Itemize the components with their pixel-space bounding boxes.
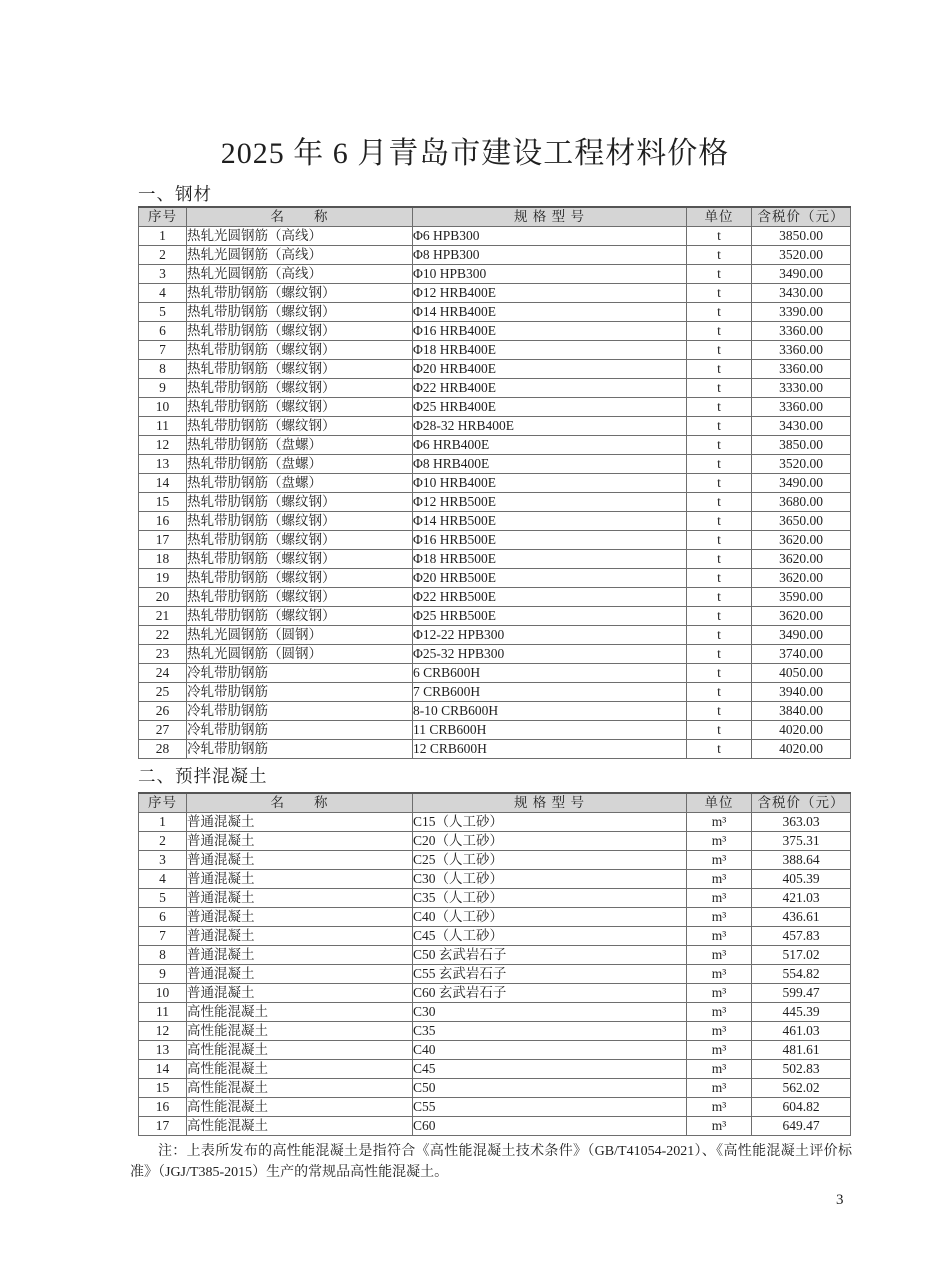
cell-unit: t	[687, 664, 752, 683]
cell-price: 3360.00	[752, 341, 851, 360]
cell-price: 3620.00	[752, 531, 851, 550]
cell-spec: Φ18 HRB500E	[413, 550, 687, 569]
cell-unit: m³	[687, 1003, 752, 1022]
cell-name: 冷轧带肋钢筋	[187, 664, 413, 683]
cell-price: 3390.00	[752, 303, 851, 322]
cell-spec: Φ22 HRB400E	[413, 379, 687, 398]
cell-spec: C50 玄武岩石子	[413, 946, 687, 965]
cell-no: 2	[139, 832, 187, 851]
cell-no: 12	[139, 436, 187, 455]
cell-price: 4020.00	[752, 721, 851, 740]
table-row	[139, 322, 851, 341]
cell-price: 481.61	[752, 1041, 851, 1060]
cell-price: 461.03	[752, 1022, 851, 1041]
cell-unit: m³	[687, 1117, 752, 1136]
cell-name: 冷轧带肋钢筋	[187, 683, 413, 702]
cell-name: 热轧带肋钢筋（螺纹钢）	[187, 341, 413, 360]
cell-no: 5	[139, 889, 187, 908]
cell-spec: Φ10 HPB300	[413, 265, 687, 284]
cell-no: 28	[139, 740, 187, 759]
table-row	[139, 417, 851, 436]
cell-spec: Φ25-32 HPB300	[413, 645, 687, 664]
cell-no: 3	[139, 851, 187, 870]
cell-price: 3680.00	[752, 493, 851, 512]
cell-no: 10	[139, 984, 187, 1003]
cell-name: 热轧带肋钢筋（螺纹钢）	[187, 531, 413, 550]
cell-unit: t	[687, 683, 752, 702]
cell-no: 23	[139, 645, 187, 664]
cell-spec: C60	[413, 1117, 687, 1136]
cell-price: 3520.00	[752, 455, 851, 474]
cell-no: 10	[139, 398, 187, 417]
cell-price: 554.82	[752, 965, 851, 984]
table-row	[139, 569, 851, 588]
table-row	[139, 265, 851, 284]
cell-spec: Φ20 HRB400E	[413, 360, 687, 379]
cell-no: 6	[139, 322, 187, 341]
table-row	[139, 455, 851, 474]
cell-unit: m³	[687, 832, 752, 851]
page-title: 2025 年 6 月青岛市建设工程材料价格	[220, 137, 730, 170]
cell-spec: 11 CRB600H	[413, 721, 687, 740]
cell-spec: Φ25 HRB400E	[413, 398, 687, 417]
table-row	[139, 607, 851, 626]
cell-name: 高性能混凝土	[187, 1003, 413, 1022]
cell-unit: t	[687, 588, 752, 607]
cell-unit: m³	[687, 965, 752, 984]
cell-price: 517.02	[752, 946, 851, 965]
cell-price: 3940.00	[752, 683, 851, 702]
cell-unit: m³	[687, 813, 752, 832]
cell-name: 普通混凝土	[187, 908, 413, 927]
col-header-unit: 单位	[687, 793, 752, 813]
cell-spec: 12 CRB600H	[413, 740, 687, 759]
cell-unit: t	[687, 436, 752, 455]
cell-name: 热轧带肋钢筋（盘螺）	[187, 455, 413, 474]
table-row	[139, 1060, 851, 1079]
table-row	[139, 588, 851, 607]
cell-spec: Φ12 HRB500E	[413, 493, 687, 512]
cell-no: 25	[139, 683, 187, 702]
cell-name: 热轧带肋钢筋（螺纹钢）	[187, 303, 413, 322]
concrete-price-table	[138, 792, 851, 1136]
cell-unit: m³	[687, 908, 752, 927]
cell-price: 363.03	[752, 813, 851, 832]
cell-price: 3590.00	[752, 588, 851, 607]
cell-unit: t	[687, 493, 752, 512]
cell-spec: C45（人工砂）	[413, 927, 687, 946]
cell-name: 热轧带肋钢筋（螺纹钢）	[187, 417, 413, 436]
col-header-unit: 单位	[687, 207, 752, 227]
cell-price: 3330.00	[752, 379, 851, 398]
table-row	[139, 531, 851, 550]
table-row	[139, 227, 851, 246]
concrete-table-body	[139, 813, 851, 1136]
col-header-spec: 规 格 型 号	[413, 207, 687, 227]
cell-price: 445.39	[752, 1003, 851, 1022]
cell-no: 8	[139, 946, 187, 965]
cell-no: 26	[139, 702, 187, 721]
cell-no: 4	[139, 870, 187, 889]
cell-spec: C15（人工砂）	[413, 813, 687, 832]
cell-name: 热轧带肋钢筋（盘螺）	[187, 436, 413, 455]
cell-name: 热轧带肋钢筋（螺纹钢）	[187, 569, 413, 588]
header-row	[139, 207, 851, 227]
cell-spec: 7 CRB600H	[413, 683, 687, 702]
cell-spec: C55	[413, 1098, 687, 1117]
table-row	[139, 813, 851, 832]
cell-price: 3360.00	[752, 398, 851, 417]
cell-name: 热轧光圆钢筋（圆钢）	[187, 626, 413, 645]
cell-unit: t	[687, 227, 752, 246]
table-row	[139, 1117, 851, 1136]
col-header-no: 序号	[139, 207, 187, 227]
cell-unit: t	[687, 474, 752, 493]
footnote: 注：上表所发布的高性能混凝土是指符合《高性能混凝土技术条件》（GB/T41054-2021）、《高性能混凝土评价标准》（JGJ/T385-2015）生产的常规品高性能混凝土。	[130, 1144, 852, 1180]
cell-price: 3620.00	[752, 569, 851, 588]
page-number: 3	[836, 1192, 844, 1208]
cell-no: 16	[139, 1098, 187, 1117]
cell-no: 4	[139, 284, 187, 303]
cell-price: 3840.00	[752, 702, 851, 721]
cell-name: 热轧光圆钢筋（圆钢）	[187, 645, 413, 664]
cell-name: 热轧带肋钢筋（螺纹钢）	[187, 607, 413, 626]
table-row	[139, 493, 851, 512]
cell-spec: Φ12 HRB400E	[413, 284, 687, 303]
cell-no: 16	[139, 512, 187, 531]
cell-name: 热轧带肋钢筋（螺纹钢）	[187, 493, 413, 512]
cell-spec: Φ16 HRB500E	[413, 531, 687, 550]
cell-no: 14	[139, 474, 187, 493]
cell-name: 普通混凝土	[187, 889, 413, 908]
table-row	[139, 341, 851, 360]
col-header-name: 名 称	[187, 207, 413, 227]
cell-spec: C25（人工砂）	[413, 851, 687, 870]
cell-name: 高性能混凝土	[187, 1022, 413, 1041]
cell-unit: m³	[687, 1041, 752, 1060]
cell-name: 热轧光圆钢筋（高线）	[187, 227, 413, 246]
cell-no: 27	[139, 721, 187, 740]
table-row	[139, 474, 851, 493]
cell-no: 8	[139, 360, 187, 379]
steel-table-header	[139, 207, 851, 227]
cell-no: 15	[139, 1079, 187, 1098]
cell-spec: Φ22 HRB500E	[413, 588, 687, 607]
cell-name: 热轧带肋钢筋（螺纹钢）	[187, 284, 413, 303]
cell-price: 3430.00	[752, 417, 851, 436]
cell-name: 高性能混凝土	[187, 1041, 413, 1060]
cell-no: 2	[139, 246, 187, 265]
cell-price: 3650.00	[752, 512, 851, 531]
cell-spec: C50	[413, 1079, 687, 1098]
cell-price: 502.83	[752, 1060, 851, 1079]
cell-name: 热轧光圆钢筋（高线）	[187, 246, 413, 265]
cell-name: 热轧带肋钢筋（螺纹钢）	[187, 360, 413, 379]
cell-price: 3430.00	[752, 284, 851, 303]
cell-no: 7	[139, 927, 187, 946]
cell-name: 热轧带肋钢筋（螺纹钢）	[187, 322, 413, 341]
table-row	[139, 721, 851, 740]
cell-price: 405.39	[752, 870, 851, 889]
cell-name: 冷轧带肋钢筋	[187, 702, 413, 721]
cell-no: 22	[139, 626, 187, 645]
cell-unit: t	[687, 360, 752, 379]
table-row	[139, 946, 851, 965]
table-row	[139, 664, 851, 683]
cell-spec: Φ16 HRB400E	[413, 322, 687, 341]
cell-name: 热轧带肋钢筋（螺纹钢）	[187, 398, 413, 417]
cell-price: 3490.00	[752, 626, 851, 645]
table-row	[139, 379, 851, 398]
table-row	[139, 1079, 851, 1098]
concrete-table-header	[139, 793, 851, 813]
cell-unit: m³	[687, 984, 752, 1003]
table-row	[139, 1041, 851, 1060]
cell-price: 4050.00	[752, 664, 851, 683]
cell-name: 普通混凝土	[187, 946, 413, 965]
cell-unit: m³	[687, 851, 752, 870]
cell-spec: 8-10 CRB600H	[413, 702, 687, 721]
cell-price: 3520.00	[752, 246, 851, 265]
cell-no: 24	[139, 664, 187, 683]
cell-unit: t	[687, 379, 752, 398]
cell-price: 421.03	[752, 889, 851, 908]
table-row	[139, 398, 851, 417]
cell-name: 冷轧带肋钢筋	[187, 721, 413, 740]
cell-no: 15	[139, 493, 187, 512]
cell-name: 普通混凝土	[187, 851, 413, 870]
cell-no: 18	[139, 550, 187, 569]
cell-no: 12	[139, 1022, 187, 1041]
table-row	[139, 740, 851, 759]
cell-no: 9	[139, 379, 187, 398]
cell-unit: t	[687, 246, 752, 265]
cell-spec: 6 CRB600H	[413, 664, 687, 683]
cell-no: 7	[139, 341, 187, 360]
cell-name: 热轧带肋钢筋（螺纹钢）	[187, 550, 413, 569]
cell-spec: Φ10 HRB400E	[413, 474, 687, 493]
cell-name: 热轧带肋钢筋（螺纹钢）	[187, 512, 413, 531]
cell-name: 普通混凝土	[187, 984, 413, 1003]
cell-unit: t	[687, 569, 752, 588]
table-row	[139, 303, 851, 322]
cell-price: 3620.00	[752, 550, 851, 569]
cell-unit: m³	[687, 1022, 752, 1041]
cell-spec: Φ6 HRB400E	[413, 436, 687, 455]
cell-spec: Φ25 HRB500E	[413, 607, 687, 626]
cell-spec: C35（人工砂）	[413, 889, 687, 908]
cell-price: 436.61	[752, 908, 851, 927]
cell-no: 19	[139, 569, 187, 588]
cell-price: 3360.00	[752, 360, 851, 379]
cell-unit: t	[687, 607, 752, 626]
cell-no: 3	[139, 265, 187, 284]
cell-unit: t	[687, 455, 752, 474]
cell-spec: Φ14 HRB400E	[413, 303, 687, 322]
cell-price: 599.47	[752, 984, 851, 1003]
table-row	[139, 702, 851, 721]
cell-unit: t	[687, 550, 752, 569]
cell-spec: C30（人工砂）	[413, 870, 687, 889]
table-row	[139, 1022, 851, 1041]
cell-name: 普通混凝土	[187, 927, 413, 946]
cell-name: 高性能混凝土	[187, 1079, 413, 1098]
col-header-price: 含税价（元）	[752, 793, 851, 813]
table-row	[139, 927, 851, 946]
cell-name: 热轧带肋钢筋（螺纹钢）	[187, 379, 413, 398]
table-row	[139, 889, 851, 908]
cell-price: 604.82	[752, 1098, 851, 1117]
col-header-name: 名 称	[187, 793, 413, 813]
cell-spec: Φ6 HPB300	[413, 227, 687, 246]
cell-name: 普通混凝土	[187, 870, 413, 889]
cell-spec: Φ8 HPB300	[413, 246, 687, 265]
steel-price-table	[138, 206, 851, 759]
cell-name: 热轧带肋钢筋（盘螺）	[187, 474, 413, 493]
cell-unit: t	[687, 398, 752, 417]
table-row	[139, 360, 851, 379]
cell-unit: t	[687, 721, 752, 740]
cell-price: 562.02	[752, 1079, 851, 1098]
cell-price: 3490.00	[752, 474, 851, 493]
cell-spec: C55 玄武岩石子	[413, 965, 687, 984]
table-row	[139, 965, 851, 984]
cell-no: 11	[139, 417, 187, 436]
cell-no: 21	[139, 607, 187, 626]
cell-spec: Φ18 HRB400E	[413, 341, 687, 360]
cell-price: 375.31	[752, 832, 851, 851]
cell-spec: C30	[413, 1003, 687, 1022]
cell-spec: Φ28-32 HRB400E	[413, 417, 687, 436]
table-row	[139, 851, 851, 870]
cell-no: 17	[139, 1117, 187, 1136]
cell-name: 普通混凝土	[187, 965, 413, 984]
cell-unit: t	[687, 702, 752, 721]
cell-spec: Φ14 HRB500E	[413, 512, 687, 531]
cell-price: 3850.00	[752, 227, 851, 246]
cell-unit: t	[687, 341, 752, 360]
table-row	[139, 246, 851, 265]
cell-price: 3850.00	[752, 436, 851, 455]
cell-no: 20	[139, 588, 187, 607]
table-row	[139, 984, 851, 1003]
section-heading-steel: 一、钢材	[138, 184, 212, 204]
cell-unit: m³	[687, 889, 752, 908]
cell-unit: m³	[687, 1079, 752, 1098]
cell-no: 1	[139, 813, 187, 832]
cell-unit: t	[687, 417, 752, 436]
cell-unit: m³	[687, 870, 752, 889]
cell-unit: t	[687, 512, 752, 531]
cell-price: 3360.00	[752, 322, 851, 341]
cell-name: 普通混凝土	[187, 832, 413, 851]
cell-unit: t	[687, 322, 752, 341]
table-row	[139, 832, 851, 851]
cell-no: 5	[139, 303, 187, 322]
cell-spec: C60 玄武岩石子	[413, 984, 687, 1003]
cell-price: 457.83	[752, 927, 851, 946]
cell-unit: t	[687, 265, 752, 284]
cell-unit: t	[687, 645, 752, 664]
cell-no: 13	[139, 455, 187, 474]
table-row	[139, 626, 851, 645]
cell-spec: C35	[413, 1022, 687, 1041]
section-heading-concrete: 二、预拌混凝土	[138, 766, 268, 786]
table-row	[139, 683, 851, 702]
table-row	[139, 870, 851, 889]
cell-price: 649.47	[752, 1117, 851, 1136]
col-header-price: 含税价（元）	[752, 207, 851, 227]
cell-unit: t	[687, 303, 752, 322]
cell-price: 3740.00	[752, 645, 851, 664]
cell-no: 1	[139, 227, 187, 246]
cell-no: 17	[139, 531, 187, 550]
cell-name: 普通混凝土	[187, 813, 413, 832]
cell-unit: t	[687, 740, 752, 759]
table-row	[139, 645, 851, 664]
cell-spec: Φ20 HRB500E	[413, 569, 687, 588]
cell-spec: Φ12-22 HPB300	[413, 626, 687, 645]
table-row	[139, 908, 851, 927]
cell-spec: C20（人工砂）	[413, 832, 687, 851]
cell-no: 6	[139, 908, 187, 927]
cell-unit: m³	[687, 1098, 752, 1117]
cell-unit: m³	[687, 927, 752, 946]
cell-spec: Φ8 HRB400E	[413, 455, 687, 474]
table-row	[139, 284, 851, 303]
header-row	[139, 793, 851, 813]
table-row	[139, 1003, 851, 1022]
cell-unit: m³	[687, 1060, 752, 1079]
cell-unit: t	[687, 531, 752, 550]
cell-price: 4020.00	[752, 740, 851, 759]
cell-unit: t	[687, 626, 752, 645]
cell-no: 13	[139, 1041, 187, 1060]
cell-name: 高性能混凝土	[187, 1098, 413, 1117]
cell-no: 14	[139, 1060, 187, 1079]
cell-unit: m³	[687, 946, 752, 965]
table-row	[139, 550, 851, 569]
cell-spec: C45	[413, 1060, 687, 1079]
cell-name: 高性能混凝土	[187, 1060, 413, 1079]
cell-name: 热轧带肋钢筋（螺纹钢）	[187, 588, 413, 607]
cell-name: 热轧光圆钢筋（高线）	[187, 265, 413, 284]
cell-price: 388.64	[752, 851, 851, 870]
cell-price: 3490.00	[752, 265, 851, 284]
col-header-no: 序号	[139, 793, 187, 813]
cell-spec: C40	[413, 1041, 687, 1060]
cell-name: 高性能混凝土	[187, 1117, 413, 1136]
cell-price: 3620.00	[752, 607, 851, 626]
cell-name: 冷轧带肋钢筋	[187, 740, 413, 759]
cell-unit: t	[687, 284, 752, 303]
table-row	[139, 1098, 851, 1117]
cell-no: 9	[139, 965, 187, 984]
steel-table-body	[139, 227, 851, 759]
col-header-spec: 规 格 型 号	[413, 793, 687, 813]
table-row	[139, 436, 851, 455]
cell-no: 11	[139, 1003, 187, 1022]
table-row	[139, 512, 851, 531]
cell-spec: C40（人工砂）	[413, 908, 687, 927]
